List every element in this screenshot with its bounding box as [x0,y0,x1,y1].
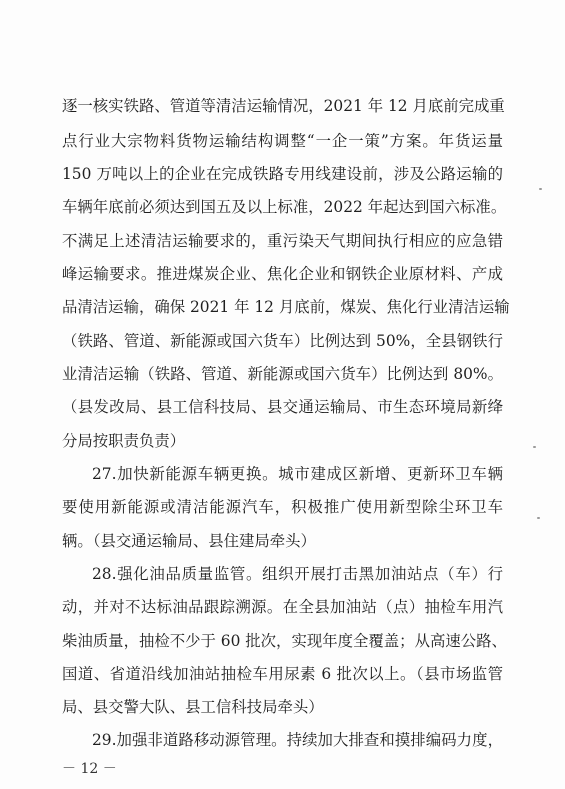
text-line: 动，并对不达标油品跟踪溯源。在全县加油站（点）抽检车用汽 [62,598,503,616]
text-line: 辆。（县交通运输局、县住建局牵头） [62,532,316,550]
text-line: （县发改局、县工信科技局、县交通运输局、市生态环境局新绛 [62,398,503,416]
text-line: （铁路、管道、新能源或国六货车）比例达到 50%，全县钢铁行 [62,332,503,350]
scan-speck [539,188,542,190]
text-line: 车辆年底前必须达到国五及以上标准，2022 年起达到国六标准。 [62,198,507,216]
page-number: － 12 － [62,761,117,777]
text-line: 要使用新能源或清洁能源汽车，积极推广使用新型除尘环卫车 [62,498,503,516]
text-line: 28.强化油品质量监管。组织开展打击黑加油站点（车）行 [92,565,503,583]
text-line: 点行业大宗物料货物运输结构调整“一企一策”方案。年货运量 [62,132,503,150]
scan-speck [533,446,536,448]
scan-speck [537,517,540,519]
text-line: 不满足上述清洁运输要求的，重污染天气期间执行相应的应急错 [62,232,503,250]
text-line: 150 万吨以上的企业在完成铁路专用线建设前，涉及公路运输的 [62,165,503,183]
text-line: 国道、省道沿线加油站抽检车用尿素 6 批次以上。（县市场监管 [62,665,503,683]
text-line: 29.加强非道路移动源管理。持续加大排查和摸排编码力度， [92,731,503,749]
text-line: 27.加快新能源车辆更换。城市建成区新增、更新环卫车辆 [92,465,503,483]
text-line: 业清洁运输（铁路、管道、新能源或国六货车）比例达到 80%。 [62,365,503,383]
text-line: 峰运输要求。推进煤炭企业、焦化企业和钢铁企业原材料、产成 [62,265,503,283]
text-line: 品清洁运输，确保 2021 年 12 月底前，煤炭、焦化行业清洁运输 [62,298,510,316]
text-line: 逐一核实铁路、管道等清洁运输情况，2021 年 12 月底前完成重 [62,97,505,115]
text-line: 柴油质量，抽检不少于 60 批次，实现年度全覆盖；从高速公路、 [62,632,507,650]
text-line: 分局按职责负责） [62,432,186,450]
text-line: 局、县交警大队、县工信科技局牵头） [62,698,324,716]
